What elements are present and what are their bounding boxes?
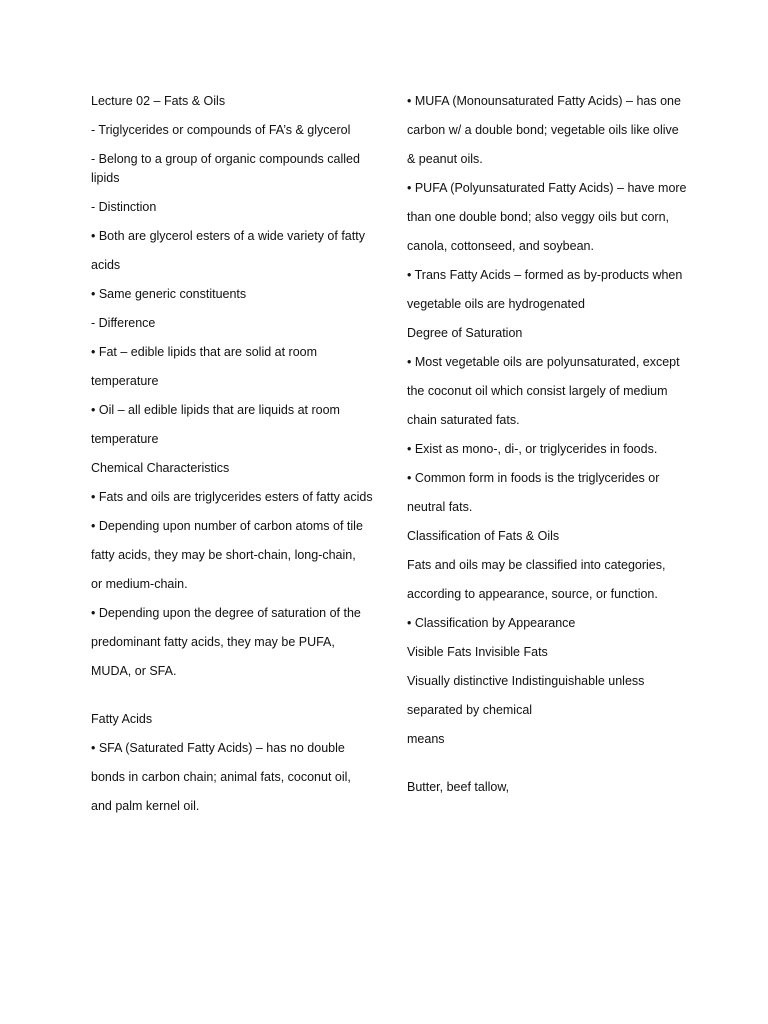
left-text-column <box>91 92 381 826</box>
text-line: chain saturated fats. <box>407 413 520 427</box>
text-line: • Exist as mono-, di-, or triglycerides in foods. <box>407 442 658 456</box>
text-line: • Depending upon number of carbon atoms of tile <box>91 519 363 533</box>
text-line: fatty acids, they may be short-chain, long-chain, <box>91 548 356 562</box>
text-line: - Triglycerides or compounds of FA’s & glycerol <box>91 123 351 137</box>
right-text-column <box>407 92 687 807</box>
text-line: - Belong to a group of organic compounds called lipids <box>91 152 360 185</box>
text-line: - Distinction <box>91 200 157 214</box>
text-line: temperature <box>91 374 159 388</box>
text-line: MUDA, or SFA. <box>91 664 177 678</box>
text-line: temperature <box>91 432 159 446</box>
text-line: separated by chemical <box>407 703 533 717</box>
text-line: vegetable oils are hydrogenated <box>407 297 585 311</box>
text-line: • Same generic constituents <box>91 287 247 301</box>
text-line: • SFA (Saturated Fatty Acids) – has no double <box>91 741 345 755</box>
text-line: canola, cottonseed, and soybean. <box>407 239 594 253</box>
text-line: & peanut oils. <box>407 152 483 166</box>
text-line: • Common form in foods is the triglycerides or <box>407 471 660 485</box>
text-line: - Difference <box>91 316 156 330</box>
text-line: bonds in carbon chain; animal fats, coconut oil, <box>91 770 351 784</box>
text-line: and palm kernel oil. <box>91 799 200 813</box>
text-line: • Trans Fatty Acids – formed as by-products when <box>407 268 683 282</box>
section-heading: Degree of Saturation <box>407 326 523 340</box>
text-line: • MUFA (Monounsaturated Fatty Acids) – has one <box>407 94 681 108</box>
text-line: Visually distinctive Indistinguishable unless <box>407 674 645 688</box>
text-line: • Both are glycerol esters of a wide variety of fatty <box>91 229 365 243</box>
text-line: • Fats and oils are triglycerides esters of fatty acids <box>91 490 373 504</box>
text-line: the coconut oil which consist largely of medium <box>407 384 668 398</box>
text-line: • PUFA (Polyunsaturated Fatty Acids) – have more <box>407 181 687 195</box>
text-line: Fats and oils may be classified into categories, <box>407 558 666 572</box>
text-line: acids <box>91 258 121 272</box>
text-line: Visible Fats Invisible Fats <box>407 645 548 659</box>
text-line: Butter, beef tallow, <box>407 780 510 794</box>
text-line: than one double bond; also veggy oils but corn, <box>407 210 669 224</box>
text-line: • Classification by Appearance <box>407 616 576 630</box>
text-line: predominant fatty acids, they may be PUFA, <box>91 635 335 649</box>
text-line: carbon w/ a double bond; vegetable oils like olive <box>407 123 679 137</box>
text-line: according to appearance, source, or function. <box>407 587 658 601</box>
text-line: • Oil – all edible lipids that are liquids at room <box>91 403 340 417</box>
text-line: • Most vegetable oils are polyunsaturated, except <box>407 355 680 369</box>
section-heading: Chemical Characteristics <box>91 461 230 475</box>
section-heading: Fatty Acids <box>91 712 153 726</box>
text-line: • Fat – edible lipids that are solid at room <box>91 345 318 359</box>
text-line: or medium-chain. <box>91 577 188 591</box>
text-line: neutral fats. <box>407 500 473 514</box>
section-heading: Classification of Fats & Oils <box>407 529 560 543</box>
text-line: means <box>407 732 445 746</box>
text-line: • Depending upon the degree of saturation of the <box>91 606 361 620</box>
document-title: Lecture 02 – Fats & Oils <box>91 94 226 108</box>
